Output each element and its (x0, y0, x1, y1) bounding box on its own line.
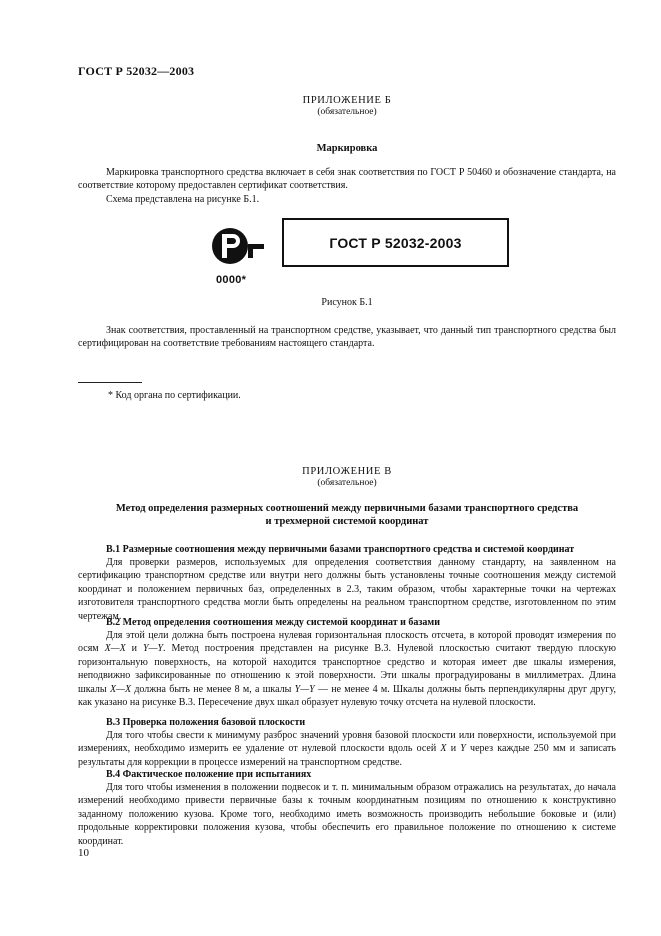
axis-y-label: Y—Y (294, 683, 315, 695)
section-v3-heading: В.3 Проверка положения базовой плоскости (106, 717, 306, 728)
appendix-b-paragraph-2: Схема представлена на рисунке Б.1. (106, 194, 260, 205)
axis-x-label: X—X (104, 643, 126, 655)
section-v2-heading: В.2 Метод определения соотношения между системой координат и базами (106, 617, 441, 628)
appendix-b-section-title: Маркировка (316, 143, 378, 154)
footnote-divider (78, 382, 142, 383)
section-v1-heading: В.1 Размерные соотношения между первичными базами транспортного средства и системой координат (106, 544, 575, 555)
standard-designation-box: ГОСТ Р 52032-2003 (282, 218, 509, 267)
appendix-v-title: ПРИЛОЖЕНИЕ В (302, 466, 392, 477)
axis-y-label: Y—Y (143, 643, 164, 655)
appendix-v-section-title-line-1: Метод определения размерных соотношений между первичными базами транспортного средства (115, 503, 579, 514)
section-v4-heading: В.4 Фактическое положение при испытаниях (106, 769, 312, 780)
section-v2-text: Для этой цели должна быть построена нулевая горизонтальная плоскость отсчета, в которой проводят измерения по осям X—X и Y—Y. Метод построения представлен на рисунке В.3. Нулевой плоскостью считают твердую плоскую горизонтальную поверхность, на которой находится транспортное средство и которая имеет две шкалы измерения, неподвижно зафиксированные по отношению к этой поверхности. Эти шкалы проградуированы в миллиметрах. Длина шкалы X—X должна быть не менее 8 м, а шкалы Y—Y — не менее 4 м. Шкалы должны быть перпендикулярны друг другу, как указано на рисунке В.3. Пересечение двух шкал образует нулевую точку отсчета на нулевой плоскости. (78, 630, 616, 709)
appendix-b-status: (обязательное) (317, 107, 377, 117)
appendix-v-section-title-line-2: и трехмерной системой координат (265, 516, 429, 527)
footnote: * Код органа по сертификации. (108, 390, 241, 401)
section-v1-text: Для проверки размеров, используемых для определения соответствия данному стандарту, на заявленном на сертификацию транспортном средстве или внутри него должны быть установлены точные соотношения между системой координат и положением первичных баз, определенных в 2.3, таким образом, чтобы характерные точки на чертежах изготовителя транспортного средства могли быть определены на реальном транспортном средстве, изготовленном по этим чертежам. (78, 557, 616, 622)
rst-logo-icon (208, 224, 272, 276)
axis-x-label: X (440, 743, 447, 755)
page-number: 10 (78, 847, 89, 859)
section-v3-text: Для того чтобы свести к минимуму разброс значений уровня базовой плоскости или поверхности, используемой при измерениях, необходимо измерить ее удаление от нулевой плоскости вдоль осей X и Y через каждые 250 мм и записать результаты для коррекции в процессе измерений на транспортном средстве. (78, 730, 616, 768)
figure-caption: Рисунок Б.1 (321, 297, 373, 308)
document-header: ГОСТ Р 52032—2003 (78, 64, 195, 78)
axis-x-label: X—X (109, 683, 132, 695)
axis-y-label: Y (460, 743, 466, 755)
section-v4-text: Для того чтобы изменения в положении подвесок и т. п. минимальным образом отражались на результатах, до начала измерений необходимо привести первичные базы к точным координатным позициям по отношению к конструктивно заданному положению кузова. Кроме того, необходимо иметь возможность производить небольшие боковые и (или) продольные корректировки положения кузова, чтобы обеспечить его правильное положение по отношению к системе координат. (78, 782, 616, 847)
appendix-b-title: ПРИЛОЖЕНИЕ Б (302, 95, 392, 106)
appendix-b-paragraph-1: Маркировка транспортного средства включает в себя знак соответствия по ГОСТ Р 50460 и обозначение стандарта, на соответствие которому предоставлен сертификат соответствия. (78, 167, 616, 192)
appendix-b-paragraph-3: Знак соответствия, проставленный на транспортном средстве, указывает, что данный тип транспортного средства был сертифицирован на соответствие требованиям настоящего стандарта. (78, 325, 616, 350)
appendix-v-status: (обязательное) (317, 478, 377, 488)
certification-body-code: 0000* (216, 274, 247, 286)
